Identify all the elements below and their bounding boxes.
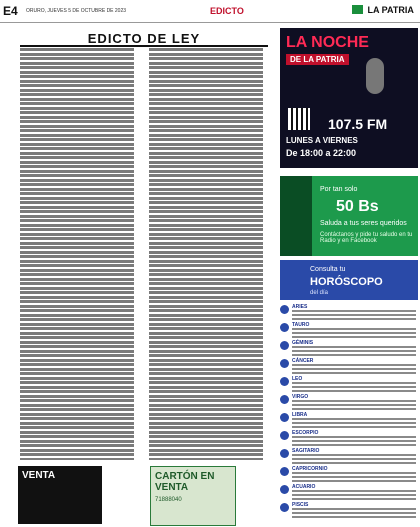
text-line: [20, 404, 139, 407]
text-line: [149, 318, 268, 321]
text-line: [149, 233, 268, 236]
text-line: [20, 242, 139, 245]
text-line: [20, 188, 139, 191]
text-line: [149, 413, 268, 416]
horoscope-header: [280, 260, 418, 300]
text-line: [20, 372, 139, 375]
page-header: [0, 0, 420, 23]
gemini-icon: [280, 341, 289, 350]
text-line: [149, 147, 268, 150]
sign-item: [280, 394, 418, 412]
venta-ad-1: [18, 466, 102, 524]
text-line: [149, 98, 268, 101]
text-line: [20, 386, 139, 389]
text-line: [20, 206, 139, 209]
text-line: [20, 359, 139, 362]
text-line: [149, 84, 268, 87]
sign-item: [280, 376, 418, 394]
text-line: [20, 156, 139, 159]
text-line: [20, 345, 139, 348]
text-line: [149, 143, 268, 146]
edict-text-column-1: [20, 48, 139, 460]
taurus-icon: [280, 323, 289, 332]
sign-name: ACUARIO: [292, 484, 316, 490]
text-line: [20, 71, 139, 74]
venta-ad-2-title: CARTÓN EN VENTA: [155, 471, 215, 493]
text-line: [149, 201, 268, 204]
text-line: [20, 84, 139, 87]
text-line: [149, 422, 268, 425]
text-line: [149, 93, 268, 96]
text-line: [149, 71, 268, 74]
sign-name: ESCORPIO: [292, 430, 319, 436]
text-line: [20, 89, 139, 92]
sign-name: LEO: [292, 376, 303, 382]
sign-item: [280, 448, 418, 466]
text-line: [20, 246, 139, 249]
text-line: [20, 417, 139, 420]
text-line: [149, 188, 268, 191]
sign-item: [280, 502, 418, 520]
text-line: [149, 296, 268, 299]
sign-text: [292, 472, 416, 482]
horoscope-head1: Consulta tu: [310, 266, 346, 273]
text-line: [149, 237, 268, 240]
text-line: [20, 102, 139, 105]
text-line: [149, 300, 268, 303]
sign-item: [280, 358, 418, 376]
text-line: [20, 287, 139, 290]
text-line: [149, 53, 268, 56]
text-line: [149, 386, 268, 389]
text-line: [20, 62, 139, 65]
noche-title: LA NOCHE: [286, 34, 369, 51]
text-line: [149, 458, 268, 461]
text-line: [20, 458, 139, 461]
text-line: [20, 399, 139, 402]
text-line: [149, 206, 268, 209]
venta-ad-2: [150, 466, 236, 526]
text-line: [149, 120, 268, 123]
text-line: [149, 287, 268, 290]
text-line: [149, 323, 268, 326]
text-line: [20, 269, 139, 272]
text-line: [149, 390, 268, 393]
text-line: [149, 260, 268, 263]
text-line: [20, 129, 139, 132]
text-line: [149, 431, 268, 434]
text-line: [149, 291, 268, 294]
text-line: [20, 368, 139, 371]
text-line: [20, 390, 139, 393]
text-line: [20, 309, 139, 312]
horoscope-panel: [280, 260, 418, 526]
edict-title: EDICTO DE LEY: [87, 31, 201, 46]
text-line: [20, 426, 139, 429]
text-line: [20, 174, 139, 177]
text-line: [149, 224, 268, 227]
text-line: [20, 80, 139, 83]
text-line: [20, 111, 139, 114]
patria-logo-icon: [352, 5, 363, 14]
text-line: [20, 210, 139, 213]
text-line: [149, 138, 268, 141]
sagittarius-icon: [280, 449, 289, 458]
text-line: [149, 273, 268, 276]
text-line: [20, 381, 139, 384]
text-line: [149, 278, 268, 281]
sign-item: [280, 412, 418, 430]
sign-name: LIBRA: [292, 412, 308, 418]
sign-text: [292, 454, 416, 464]
scorpio-icon: [280, 431, 289, 440]
edict-text-column-2: [149, 48, 268, 460]
text-line: [149, 350, 268, 353]
la-noche-ad: [280, 28, 418, 168]
sign-item: [280, 430, 418, 448]
text-line: [20, 251, 139, 254]
qr-code-icon: [288, 108, 310, 130]
sign-item: [280, 340, 418, 358]
issue-date: ORURO, JUEVES 5 DE OCTUBRE DE 2023: [26, 8, 127, 14]
text-line: [149, 435, 268, 438]
text-line: [20, 408, 139, 411]
text-line: [20, 444, 139, 447]
sign-text: [292, 382, 416, 392]
capricorn-icon: [280, 467, 289, 476]
text-line: [149, 251, 268, 254]
text-line: [20, 341, 139, 344]
broadcast-days: LUNES A VIERNES: [286, 136, 358, 145]
text-line: [20, 327, 139, 330]
text-line: [149, 242, 268, 245]
text-line: [20, 363, 139, 366]
sign-text: [292, 346, 416, 356]
text-line: [20, 453, 139, 456]
text-line: [20, 98, 139, 101]
text-line: [20, 224, 139, 227]
text-line: [149, 89, 268, 92]
text-line: [20, 165, 139, 168]
sign-text: [292, 400, 416, 410]
text-line: [20, 264, 139, 267]
text-line: [20, 260, 139, 263]
sign-name: CÁNCER: [292, 358, 314, 364]
text-line: [20, 237, 139, 240]
text-line: [20, 66, 139, 69]
sign-name: VIRGO: [292, 394, 309, 400]
text-line: [20, 192, 139, 195]
sign-item: [280, 304, 418, 322]
text-line: [149, 192, 268, 195]
text-line: [20, 233, 139, 236]
text-line: [149, 336, 268, 339]
pisces-icon: [280, 503, 289, 512]
text-line: [20, 377, 139, 380]
text-line: [20, 53, 139, 56]
horoscope-sign-list: [280, 304, 418, 520]
text-line: [149, 426, 268, 429]
text-line: [20, 138, 139, 141]
text-line: [20, 318, 139, 321]
radio-frequency: 107.5 FM: [328, 116, 388, 132]
text-line: [149, 102, 268, 105]
text-line: [20, 75, 139, 78]
text-line: [149, 183, 268, 186]
text-line: [20, 143, 139, 146]
venta-ad-2-phone: 71888040: [155, 497, 182, 503]
sign-text: [292, 310, 416, 320]
broadcast-hours: De 18:00 a 22:00: [286, 148, 357, 158]
text-line: [20, 152, 139, 155]
text-line: [149, 165, 268, 168]
text-line: [149, 174, 268, 177]
sign-name: GÉMINIS: [292, 340, 314, 346]
text-line: [149, 57, 268, 60]
virgo-icon: [280, 395, 289, 404]
text-line: [149, 408, 268, 411]
sign-item: [280, 466, 418, 484]
greeting-ad-amount: 50 Bs: [336, 198, 379, 215]
text-line: [20, 336, 139, 339]
text-line: [149, 372, 268, 375]
text-line: [20, 350, 139, 353]
text-line: [20, 228, 139, 231]
sign-name: TAURO: [292, 322, 310, 328]
text-line: [20, 300, 139, 303]
text-line: [20, 134, 139, 137]
text-line: [149, 129, 268, 132]
text-line: [20, 395, 139, 398]
text-line: [20, 278, 139, 281]
greeting-ad-side-panel: [280, 176, 312, 256]
greeting-ad-line3: Contáctanos y pide tu saludo en tu Radio y en Facebook: [320, 232, 413, 244]
text-line: [149, 48, 268, 51]
text-line: [20, 170, 139, 173]
libra-icon: [280, 413, 289, 422]
text-line: [20, 183, 139, 186]
sign-text: [292, 418, 416, 428]
sign-item: [280, 484, 418, 502]
text-line: [20, 305, 139, 308]
text-line: [149, 152, 268, 155]
text-line: [149, 75, 268, 78]
sign-name: CAPRICORNIO: [292, 466, 328, 472]
text-line: [149, 156, 268, 159]
page-number: E4: [3, 4, 18, 18]
text-line: [149, 62, 268, 65]
text-line: [20, 179, 139, 182]
text-line: [20, 107, 139, 110]
text-line: [149, 80, 268, 83]
text-line: [20, 354, 139, 357]
leo-icon: [280, 377, 289, 386]
newspaper-name: LA PATRIA: [367, 5, 414, 15]
text-line: [149, 377, 268, 380]
text-line: [149, 161, 268, 164]
text-line: [20, 120, 139, 123]
text-line: [20, 440, 139, 443]
sign-name: PISCIS: [292, 502, 309, 508]
text-line: [149, 345, 268, 348]
horoscope-head3: del día: [310, 290, 329, 296]
text-line: [149, 107, 268, 110]
noche-subtitle: DE LA PATRIA: [286, 54, 349, 65]
sign-text: [292, 436, 416, 446]
text-line: [20, 282, 139, 285]
sign-name: SAGITARIO: [292, 448, 320, 454]
text-line: [20, 296, 139, 299]
greeting-ad: [280, 176, 418, 256]
text-line: [149, 354, 268, 357]
greeting-ad-line2: Saluda a tus seres queridos: [320, 220, 407, 227]
text-line: [149, 395, 268, 398]
text-line: [20, 323, 139, 326]
text-line: [20, 161, 139, 164]
text-line: [20, 219, 139, 222]
sign-text: [292, 364, 416, 374]
text-line: [20, 197, 139, 200]
text-line: [149, 282, 268, 285]
sign-text: [292, 490, 416, 500]
text-line: [20, 48, 139, 51]
text-line: [149, 111, 268, 114]
text-line: [149, 399, 268, 402]
sign-name: ARIES: [292, 304, 308, 310]
horoscope-title: HORÓSCOPO: [310, 276, 383, 288]
text-line: [149, 381, 268, 384]
text-line: [149, 449, 268, 452]
text-line: [20, 431, 139, 434]
text-line: [20, 273, 139, 276]
aquarius-icon: [280, 485, 289, 494]
text-line: [149, 440, 268, 443]
text-line: [149, 359, 268, 362]
text-line: [149, 219, 268, 222]
microphone-icon: [366, 58, 384, 94]
text-line: [149, 210, 268, 213]
text-line: [149, 215, 268, 218]
text-line: [20, 314, 139, 317]
text-line: [20, 57, 139, 60]
text-line: [149, 66, 268, 69]
text-line: [149, 170, 268, 173]
sign-item: [280, 322, 418, 340]
text-line: [149, 309, 268, 312]
text-line: [20, 435, 139, 438]
greeting-ad-line1: Por tan solo: [320, 186, 358, 193]
section-label: EDICTO: [210, 6, 244, 16]
text-line: [149, 332, 268, 335]
text-line: [149, 116, 268, 119]
text-line: [149, 314, 268, 317]
text-line: [149, 341, 268, 344]
text-line: [149, 179, 268, 182]
text-line: [149, 417, 268, 420]
text-line: [149, 404, 268, 407]
newspaper-logo: [352, 5, 414, 15]
text-line: [149, 327, 268, 330]
text-line: [20, 255, 139, 258]
text-line: [20, 332, 139, 335]
text-line: [149, 453, 268, 456]
text-line: [149, 125, 268, 128]
text-line: [20, 422, 139, 425]
text-line: [149, 197, 268, 200]
text-line: [149, 444, 268, 447]
text-line: [149, 363, 268, 366]
cancer-icon: [280, 359, 289, 368]
text-line: [20, 116, 139, 119]
edict-title-bar: [20, 30, 268, 47]
text-line: [149, 228, 268, 231]
text-line: [149, 255, 268, 258]
text-line: [20, 147, 139, 150]
text-line: [149, 134, 268, 137]
venta-ad-1-title: VENTA: [22, 470, 56, 481]
text-line: [149, 246, 268, 249]
text-line: [20, 215, 139, 218]
sign-text: [292, 508, 416, 518]
text-line: [20, 413, 139, 416]
text-line: [20, 449, 139, 452]
text-line: [20, 125, 139, 128]
text-line: [149, 305, 268, 308]
sign-text: [292, 328, 416, 338]
text-line: [20, 291, 139, 294]
text-line: [149, 368, 268, 371]
text-line: [20, 93, 139, 96]
text-line: [149, 264, 268, 267]
text-line: [149, 269, 268, 272]
aries-icon: [280, 305, 289, 314]
text-line: [20, 201, 139, 204]
